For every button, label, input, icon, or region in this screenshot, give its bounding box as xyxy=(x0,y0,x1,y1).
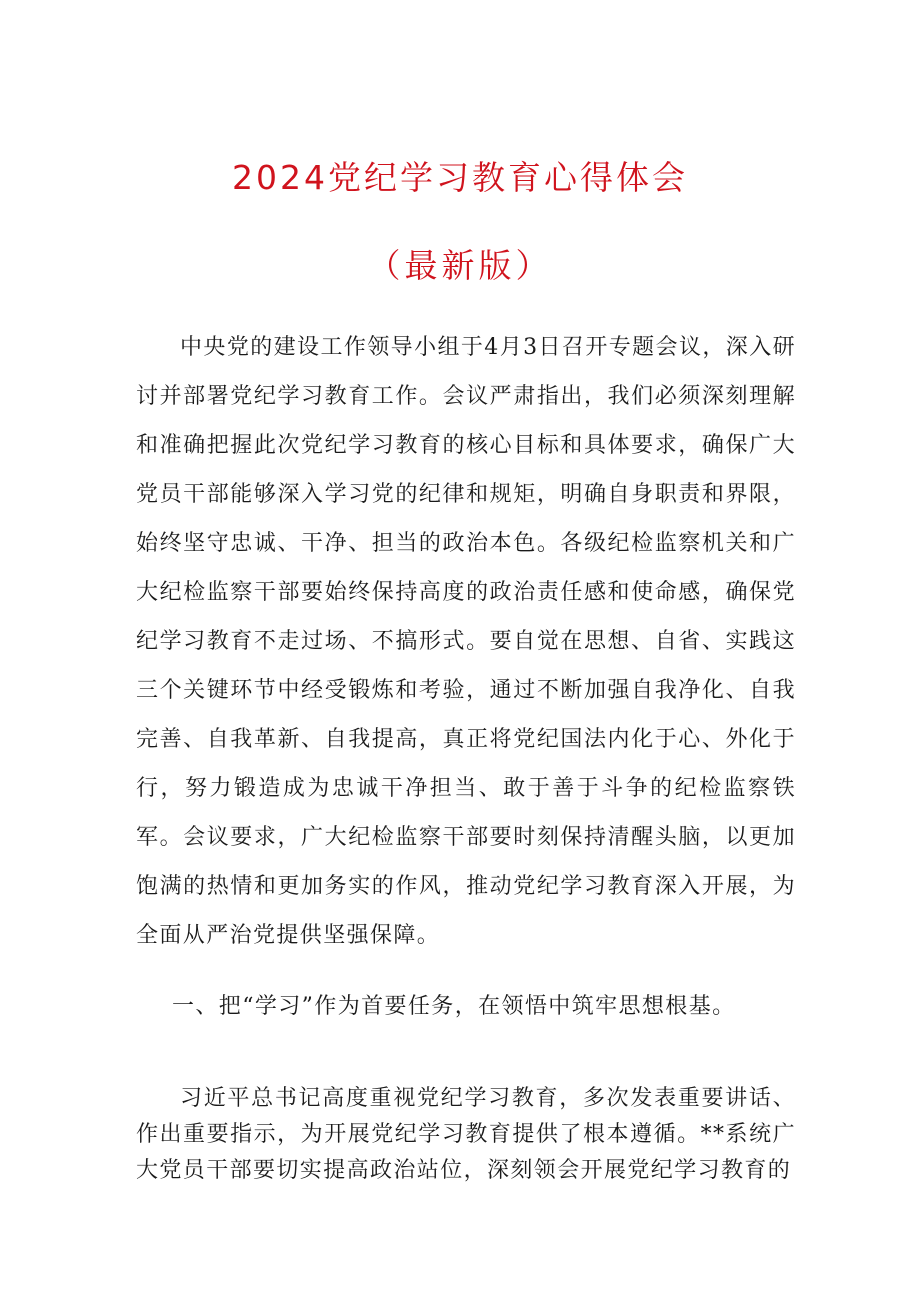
body-paragraph-1: 中央党的建设工作领导小组于4月3日召开专题会议，深入研讨并部署党纪学习教育工作。会议严肃指出，我们必须深刻理解和准确把握此次党纪学习教育的核心目标和具体要求，确保广大党员干部能够深入学习党的纪律和规矩，明确自身职责和界限，始终坚守忠诚、干净、担当的政治本色。各级纪检监察机关和广大纪检监察干部要始终保持高度的政治责任感和使命感，确保党纪学习教育不走过场、不搞形式。要自觉在思想、自省、实践这三个关键环节中经受锻炼和考验，通过不断加强自我净化、自我完善、自我革新、自我提高，真正将党纪国法内化于心、外化于行，努力锻造成为忠诚干净担当、敢于善于斗争的纪检监察铁军。会议要求，广大纪检监察干部要时刻保持清醒头脑，以更加饱满的热情和更加务实的作风，推动党纪学习教育深入开展，为全面从严治党提供坚强保障。 xyxy=(136,335,796,948)
section-heading-1: 一、把“学习”作为首要任务，在领悟中筑牢思想根基。 xyxy=(172,994,736,1019)
body-paragraph-2: 习近平总书记高度重视党纪学习教育，多次发表重要讲话、作出重要指示，为开展党纪学习教育提供了根本遵循。**系统广大党员干部要切实提高政治站位，深刻领会开展党纪学习教育的 xyxy=(136,1086,796,1183)
document-subtitle: （最新版） xyxy=(367,246,553,285)
document-title: 2024党纪学习教育心得体会 xyxy=(232,158,688,197)
